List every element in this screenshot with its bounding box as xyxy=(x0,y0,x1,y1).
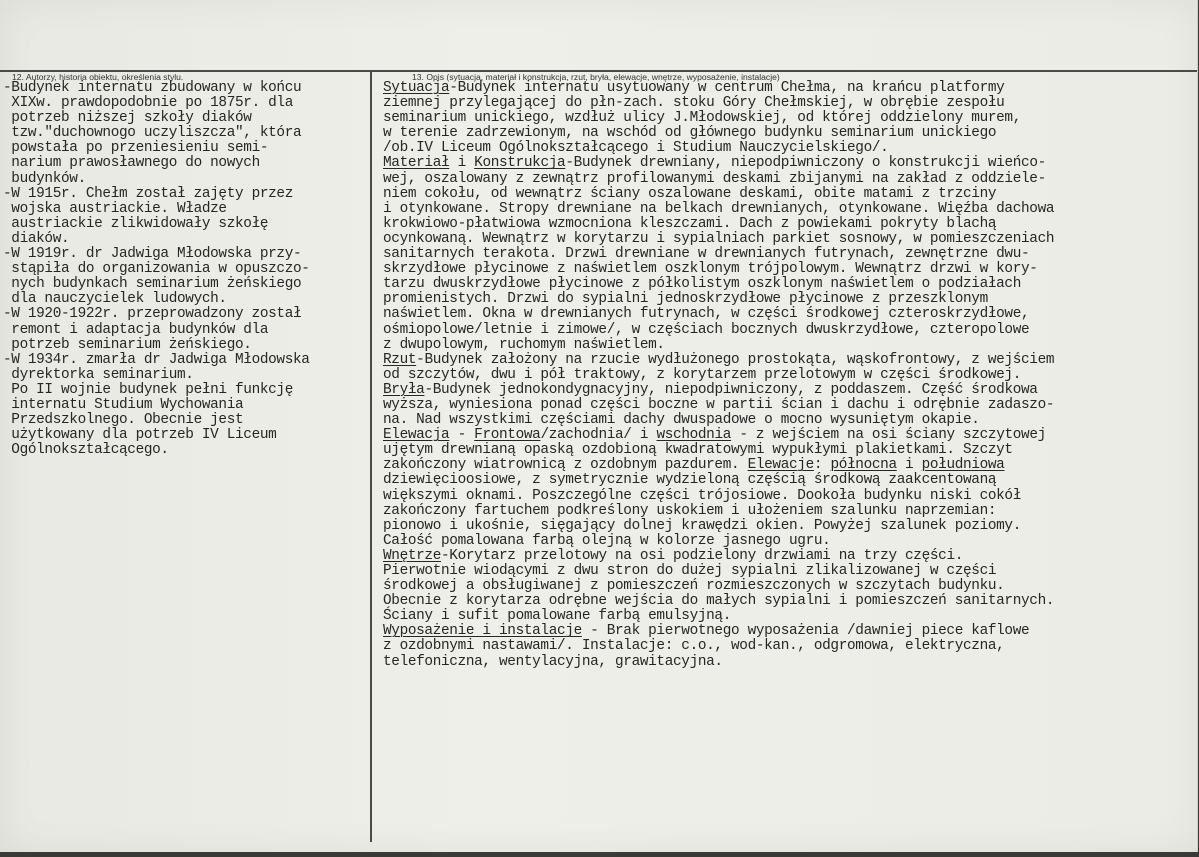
right-column-header: 13. Opis (sytuacja, materiał i konstrukcja, rzut, bryła, elewacje, wnętrze, wyposażenie, instalacje) xyxy=(412,72,780,82)
description-line: z dwupolowym, ruchomym naświetlem. xyxy=(383,336,665,353)
section-text: -Budynek drewniany, niepodpiwniczony o konstrukcji wieńco- xyxy=(565,155,1046,172)
section-text: - xyxy=(449,427,475,444)
section-text: -Korytarz przelotowy na osi podzielony drzwiami na trzy części. xyxy=(441,547,964,564)
section-label: północna xyxy=(830,457,897,474)
history-line: -W 1915r. Chełm został zajęty przez xyxy=(3,185,294,202)
description-line: wyższa, wyniesiona ponad części boczne w partii ścian i dachu i odrębnie zadaszo- xyxy=(383,396,1055,413)
history-line: dyrektorka seminarium. xyxy=(3,366,194,383)
section-label: Elewacja xyxy=(383,427,450,444)
section-elewacja-heading xyxy=(383,428,1195,443)
description-line: ocynkowaną. Wewnątrz w korytarzu i sypialniach parkiet sosnowy, w pomieszczeniach xyxy=(383,230,1055,247)
description-line: dziewięcioosiowe, z symetrycznie wydzieloną częścią środkową zaakcentowaną xyxy=(383,472,997,489)
section-label: Rzut xyxy=(383,351,417,368)
description-line: promienistych. Drzwi do sypialni jednoskrzydłowe płycinowe z przeszklonym xyxy=(383,291,988,308)
description-line: /ob.IV Liceum Ogólnokształcącego i Studium Nauczycielskiego/. xyxy=(383,140,889,157)
description-line: zakończony fartuchem podkreślony uskokiem i ułożeniem szalunku naprzemian: xyxy=(383,502,997,519)
section-label: Konstrukcja xyxy=(474,155,566,172)
description-line: tarzu dwuskrzydłowe płycinowe z półkolistym oszklonym naświetlem o podziałach xyxy=(383,276,1022,293)
description-line: środkowej a obsługiwanej z pomieszczeń rozmieszczonych w szczytach budynku. xyxy=(383,578,1005,595)
history-line: -Budynek internatu zbudowany w końcu xyxy=(3,80,302,96)
section-label: Wnętrze xyxy=(383,547,442,564)
description-line: na. Nad wszystkimi częściami dachy dwuspadowe o mocno wysuniętym okapie. xyxy=(383,412,980,429)
description-line: w terenie zadrzewionym, na wschód od głównego budynku seminarium unickiego xyxy=(383,125,997,142)
description-line: Obecnie z korytarza odrębne wejścia do małych sypialni i pomieszczeń sanitarnych. xyxy=(383,593,1055,610)
description-line: pionowo i ukośnie, sięgający dolnej krawędzi okien. Powyżej szalunek poziomy. xyxy=(383,517,1022,534)
section-label: Wyposażenie i instalacje xyxy=(383,623,582,640)
section-label: wschodnia xyxy=(656,427,732,444)
section-text: zakończony wiatrownicą z ozdobnym pazdurem. xyxy=(383,457,748,474)
description-line xyxy=(383,458,1195,473)
description-line: telefoniczna, wentylacyjna, grawitacyjna. xyxy=(383,653,723,670)
history-line: nych budynkach seminarium żeńskiego xyxy=(3,276,302,293)
description-line: Ściany i sufit pomalowane farbą emulsyjną. xyxy=(383,608,732,625)
history-line: potrzeb niższej szkoły diaków xyxy=(3,110,252,127)
description-line: z ozdobnymi nastawami/. Instalacje: c.o., wod-kan., odgromowa, elektryczna, xyxy=(383,638,1005,655)
section-rzut-heading xyxy=(383,353,1195,368)
history-line: potrzeb seminarium żeńskiego. xyxy=(3,336,252,353)
history-line: XIXw. prawdopodobnie po 1875r. dla xyxy=(3,95,294,112)
history-line: dla nauczycielek ludowych. xyxy=(3,291,227,308)
history-line: internatu Studium Wychowania xyxy=(3,396,244,413)
history-line: austriackie zlikwidowały szkołę xyxy=(3,215,269,232)
history-line: Ogólnokształcącego. xyxy=(3,442,169,459)
description-line: ośmiopolowe/letnie i zimowe/, w częściach bocznych dwuskrzydłowe, czteropolowe xyxy=(383,321,1030,338)
section-label: Bryła xyxy=(383,381,425,398)
description-line: wej, oszalowany z zewnątrz profilowanymi deskami zbijanymi na zakład z oddziele- xyxy=(383,170,1046,187)
description-line: większymi oknami. Poszczególne części trójosiowe. Dookoła budynku niski cokół xyxy=(383,487,1022,504)
history-line: narium prawosławnego do nowych xyxy=(3,155,260,172)
history-column xyxy=(3,81,375,458)
description-line: seminarium unickiego, wzdłuż ulicy J.Młodowskiej, od której oddzielony murem, xyxy=(383,110,1022,127)
history-line: -W 1919r. dr Jadwiga Młodowska przy- xyxy=(3,246,302,263)
history-line: powstała po przeniesieniu semi- xyxy=(3,140,269,157)
section-text: i xyxy=(896,457,922,474)
description-line: ujętym drewnianą opaską ozdobioną kwadratowymi wypukłymi plakietkami. Szczyt xyxy=(383,442,1013,459)
section-label: południowa xyxy=(921,457,1005,474)
description-line: ziemnej przylegającej do płn-zach. stoku Góry Chełmskiej, w obrębie zespołu xyxy=(383,95,1005,112)
description-line: od szczytów, dwu i pół traktowy, z korytarzem przelotowym w części środkowej. xyxy=(383,366,1022,383)
description-line: Całość pomalowana farbą olejną w kolorze jasnego ugru. xyxy=(383,532,831,549)
section-label: Frontowa xyxy=(474,427,541,444)
section-label: Elewacje xyxy=(747,457,814,474)
description-line: Pierwotnie wiodącymi z dwu stron do dużej sypialni zlikalizowanej w części xyxy=(383,563,997,579)
section-material-heading xyxy=(383,156,1195,171)
section-text: -Budynek założony na rzucie wydłużonego prostokąta, wąskofrontowy, z wejściem xyxy=(416,351,1055,368)
history-line: -W 1934r. zmarła dr Jadwiga Młodowska xyxy=(3,351,310,368)
section-text: - Brak pierwotnego wyposażenia /dawniej piece kaflowe xyxy=(581,623,1030,640)
section-text: : xyxy=(813,457,831,474)
section-label: Materiał xyxy=(383,155,450,172)
history-line: tzw."duchownogo uczyliszcza", która xyxy=(3,125,302,142)
section-text: -Budynek jednokondygnacyjny, niepodpiwniczony, z poddaszem. Część środkowa xyxy=(424,381,1038,398)
description-line: krokwiowo-płatwiowa wzmocniona kleszczami. Dach z powiekami pokryty blachą xyxy=(383,215,997,232)
section-bryla-heading xyxy=(383,383,1195,398)
section-sytuacja-heading xyxy=(383,81,1195,96)
history-line: wojska austriackie. Władze xyxy=(3,200,227,217)
description-line: skrzydłowe płycinowe z naświetlem oszklonym trójpolowym. Wewnątrz drzwi w kory- xyxy=(383,261,1038,278)
history-line: użytkowany dla potrzeb IV Liceum xyxy=(3,427,277,444)
section-wyposazenie-heading xyxy=(383,624,1195,639)
history-line: stąpiła do organizowania w opuszczo- xyxy=(3,261,310,278)
section-text: - z wejściem na osi ściany szczytowej xyxy=(731,427,1046,444)
section-text: -Budynek internatu usytuowany w centrum Chełma, na krańcu platformy xyxy=(449,80,1005,96)
history-line: budynków. xyxy=(3,170,86,187)
history-line: Po II wojnie budynek pełni funkcję xyxy=(3,381,294,398)
section-wnetrze-heading xyxy=(383,549,1195,564)
history-line: -W 1920-1922r. przeprowadzony został xyxy=(3,306,302,323)
description-column xyxy=(383,81,1195,670)
history-line: Przedszkolnego. Obecnie jest xyxy=(3,412,244,429)
description-line: i otynkowane. Stropy drewniane na belkach drewnianych, otynkowane. Więźba dachowa xyxy=(383,200,1055,217)
history-line: remont i adaptacja budynków dla xyxy=(3,321,269,338)
section-label: Sytuacja xyxy=(383,80,450,96)
description-line: niem cokołu, od wewnątrz ściany oszalowane deskami, obite matami z trzciny xyxy=(383,185,997,202)
history-line: diaków. xyxy=(3,230,70,247)
left-column-header: 12. Autorzy, historia obiektu, określenia stylu. xyxy=(12,72,184,82)
description-line: naświetlem. Okna w drewnianych futrynach, w części środkowej czteroskrzydłowe, xyxy=(383,306,1030,323)
section-label-join: i xyxy=(449,155,475,172)
description-line: sanitarnych terakota. Drzwi drewniane w drewnianych futrynach, zewnętrzne dwu- xyxy=(383,246,1030,263)
section-text: /zachodnia/ i xyxy=(540,427,657,444)
